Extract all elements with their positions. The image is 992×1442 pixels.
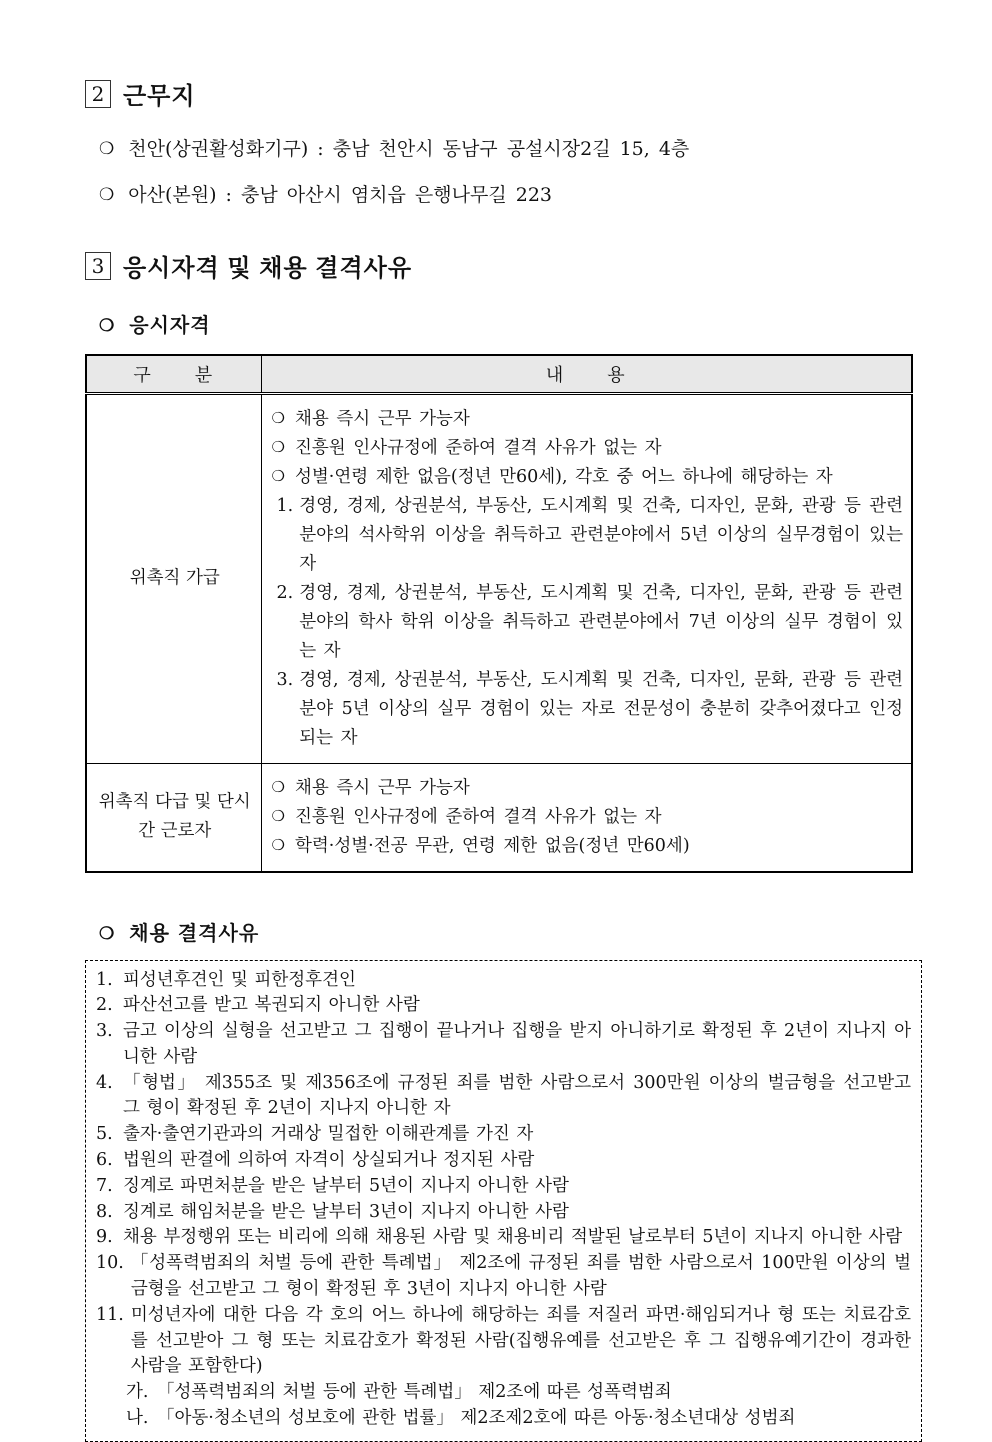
table-bullet-item	[272, 463, 904, 492]
item-text: 「아동·청소년의 성보호에 관한 법률」 제2조제2호에 따른 아동·청소년대상 성범죄	[157, 1408, 796, 1429]
table-numbered-item	[272, 666, 904, 753]
qualification-table	[85, 354, 913, 873]
circle-bullet-icon: ❍	[271, 806, 285, 825]
item-text: 경영, 경제, 상권분석, 부동산, 도시계획 및 건축, 디자인, 문화, 관광 등 관련분야의 석사학위 이상을 취득하고 관련분야에서 5년 이상의 실무경험이 있는 자	[299, 495, 903, 574]
item-number: 4.	[96, 1072, 113, 1093]
item-text: 파산선고를 받고 복권되지 아니한 사람	[123, 995, 420, 1016]
circle-bullet-icon: ❍	[271, 777, 285, 796]
item-number: 3.	[276, 669, 294, 690]
disqualification-item	[96, 1251, 911, 1303]
circle-bullet-icon: ❍	[271, 466, 285, 485]
item-number: 5.	[96, 1124, 113, 1145]
item-text: 피성년후견인 및 피한정후견인	[123, 969, 356, 990]
item-number: 8.	[96, 1201, 113, 1222]
section-heading-qualification	[85, 248, 921, 283]
item-text: 금고 이상의 실형을 선고받고 그 집행이 끝나거나 집행을 받지 아니하기로 확정된 후 2년이 지나지 아니한 사람	[123, 1021, 911, 1067]
item-number: 6.	[96, 1150, 113, 1171]
item-number: 7.	[96, 1175, 113, 1196]
table-header-content: 내 용	[261, 355, 912, 393]
disqualification-item	[96, 1148, 911, 1174]
item-text: 법원의 판결에 의하여 자격이 상실되거나 정지된 사람	[123, 1150, 535, 1171]
subsection-disqualification-title	[99, 917, 921, 946]
table-row	[86, 763, 912, 872]
table-bullet-text: 성별·연령 제한 없음(정년 만60세), 각호 중 어느 하나에 해당하는 자	[294, 466, 833, 487]
table-bullet-item	[272, 434, 904, 463]
item-number: 3.	[96, 1021, 113, 1042]
item-number: 9.	[96, 1227, 113, 1248]
section-number-box: 3	[85, 252, 111, 280]
category-cell: 위촉직 가급	[86, 393, 261, 763]
item-number: 10.	[96, 1253, 124, 1274]
disqualification-item	[96, 968, 911, 994]
disqualification-subitem	[96, 1380, 911, 1406]
disqualification-item	[96, 993, 911, 1019]
table-bullet-item	[272, 774, 904, 803]
item-text: 경영, 경제, 상권분석, 부동산, 도시계획 및 건축, 디자인, 문화, 관광 등 관련 분야의 학사 학위 이상을 취득하고 관련분야에서 7년 이상의 실무 경험이 있는 자	[299, 582, 903, 661]
table-bullet-item	[272, 832, 904, 861]
table-bullet-item	[272, 803, 904, 832]
item-number: 11.	[96, 1304, 124, 1325]
content-cell	[261, 763, 912, 872]
subsection-title-text: 채용 결격사유	[129, 920, 260, 945]
section-title: 응시자격 및 채용 결격사유	[123, 255, 413, 282]
content-cell	[261, 393, 912, 763]
item-text: 「형법」 제355조 및 제356조에 규정된 죄를 범한 사람으로서 300만원 이상의 벌금형을 선고받고 그 형이 확정된 후 2년이 지나지 아니한 자	[123, 1072, 911, 1119]
work-location-item	[99, 181, 921, 210]
table-numbered-item	[272, 579, 904, 666]
circle-bullet-icon: ❍	[271, 408, 285, 427]
item-text: 경영, 경제, 상권분석, 부동산, 도시계획 및 건축, 디자인, 문화, 관광 등 관련분야 5년 이상의 실무 경험이 있는 자로 전문성이 충분히 갖추어졌다고 인정되는 자	[299, 669, 903, 748]
table-header-row	[86, 355, 912, 393]
table-bullet-text: 채용 즉시 근무 가능자	[294, 777, 470, 798]
table-bullet-item	[272, 405, 904, 434]
table-bullet-text: 채용 즉시 근무 가능자	[294, 408, 470, 429]
disqualification-item	[96, 1174, 911, 1200]
item-number: 나.	[126, 1408, 149, 1429]
item-number: 가.	[126, 1382, 149, 1403]
subsection-title-text: 응시자격	[129, 313, 211, 337]
disqualification-item	[96, 1071, 911, 1123]
disqualification-item	[96, 1122, 911, 1148]
circle-bullet-icon: ❍	[99, 185, 115, 205]
work-location-item	[99, 135, 921, 164]
table-bullet-text: 학력·성별·전공 무관, 연령 제한 없음(정년 만60세)	[294, 835, 690, 856]
item-number: 1.	[96, 969, 113, 990]
circle-bullet-icon: ❍	[271, 437, 285, 456]
item-text: 징계로 해임처분을 받은 날부터 3년이 지나지 아니한 사람	[123, 1201, 569, 1222]
item-number: 1.	[276, 495, 294, 516]
table-bullet-text: 진흥원 인사규정에 준하여 결격 사유가 없는 자	[294, 806, 662, 827]
subsection-qualification-title	[99, 309, 921, 338]
category-cell: 위촉직 다급 및 단시간 근로자	[86, 763, 261, 872]
section-heading-work-location	[85, 76, 921, 111]
item-text: 「성폭력범죄의 처벌 등에 관한 특례법」 제2조에 따른 성폭력범죄	[157, 1382, 672, 1403]
table-header-category: 구 분	[86, 355, 261, 393]
table-row	[86, 393, 912, 763]
work-location-text: 아산(본원) : 충남 아산시 염치읍 은행나무길 223	[128, 184, 552, 206]
circle-bullet-icon: ❍	[271, 835, 285, 854]
table-numbered-item	[272, 492, 904, 579]
item-text: 미성년자에 대한 다음 각 호의 어느 하나에 해당하는 죄를 저질러 파면·해임되거나 형 또는 치료감호를 선고받아 그 형 또는 치료감호가 확정된 사람(집행유예를 선고받은 후 그 집행유예기간이 경과한 사람을 포함한다)	[130, 1304, 911, 1377]
item-text: 「성폭력범죄의 처벌 등에 관한 특례법」 제2조에 규정된 죄를 범한 사람으로서 100만원 이상의 벌금형을 선고받고 그 형이 확정된 후 3년이 지나지 아니한 사람	[130, 1253, 911, 1300]
disqualification-box	[85, 960, 922, 1442]
circle-bullet-icon: ❍	[99, 316, 116, 336]
item-text: 출자·출연기관과의 거래상 밀접한 이해관계를 가진 자	[123, 1124, 534, 1145]
disqualification-item	[96, 1200, 911, 1226]
disqualification-item	[96, 1303, 911, 1380]
section-number-box: 2	[85, 80, 111, 108]
item-text: 채용 부정행위 또는 비리에 의해 채용된 사람 및 채용비리 적발된 날로부터 5년이 지나지 아니한 사람	[123, 1227, 903, 1248]
circle-bullet-icon: ❍	[99, 923, 116, 944]
item-text: 징계로 파면처분을 받은 날부터 5년이 지나지 아니한 사람	[123, 1175, 569, 1196]
work-location-list	[99, 135, 921, 210]
work-location-text: 천안(상권활성화기구) : 충남 천안시 동남구 공설시장2길 15, 4층	[128, 138, 690, 160]
disqualification-item	[96, 1225, 911, 1251]
circle-bullet-icon: ❍	[99, 139, 115, 159]
table-bullet-text: 진흥원 인사규정에 준하여 결격 사유가 없는 자	[294, 437, 662, 458]
disqualification-item	[96, 1019, 911, 1071]
disqualification-subitem	[96, 1406, 911, 1432]
item-number: 2.	[276, 582, 294, 603]
item-number: 2.	[96, 995, 113, 1016]
section-title: 근무지	[123, 83, 196, 110]
